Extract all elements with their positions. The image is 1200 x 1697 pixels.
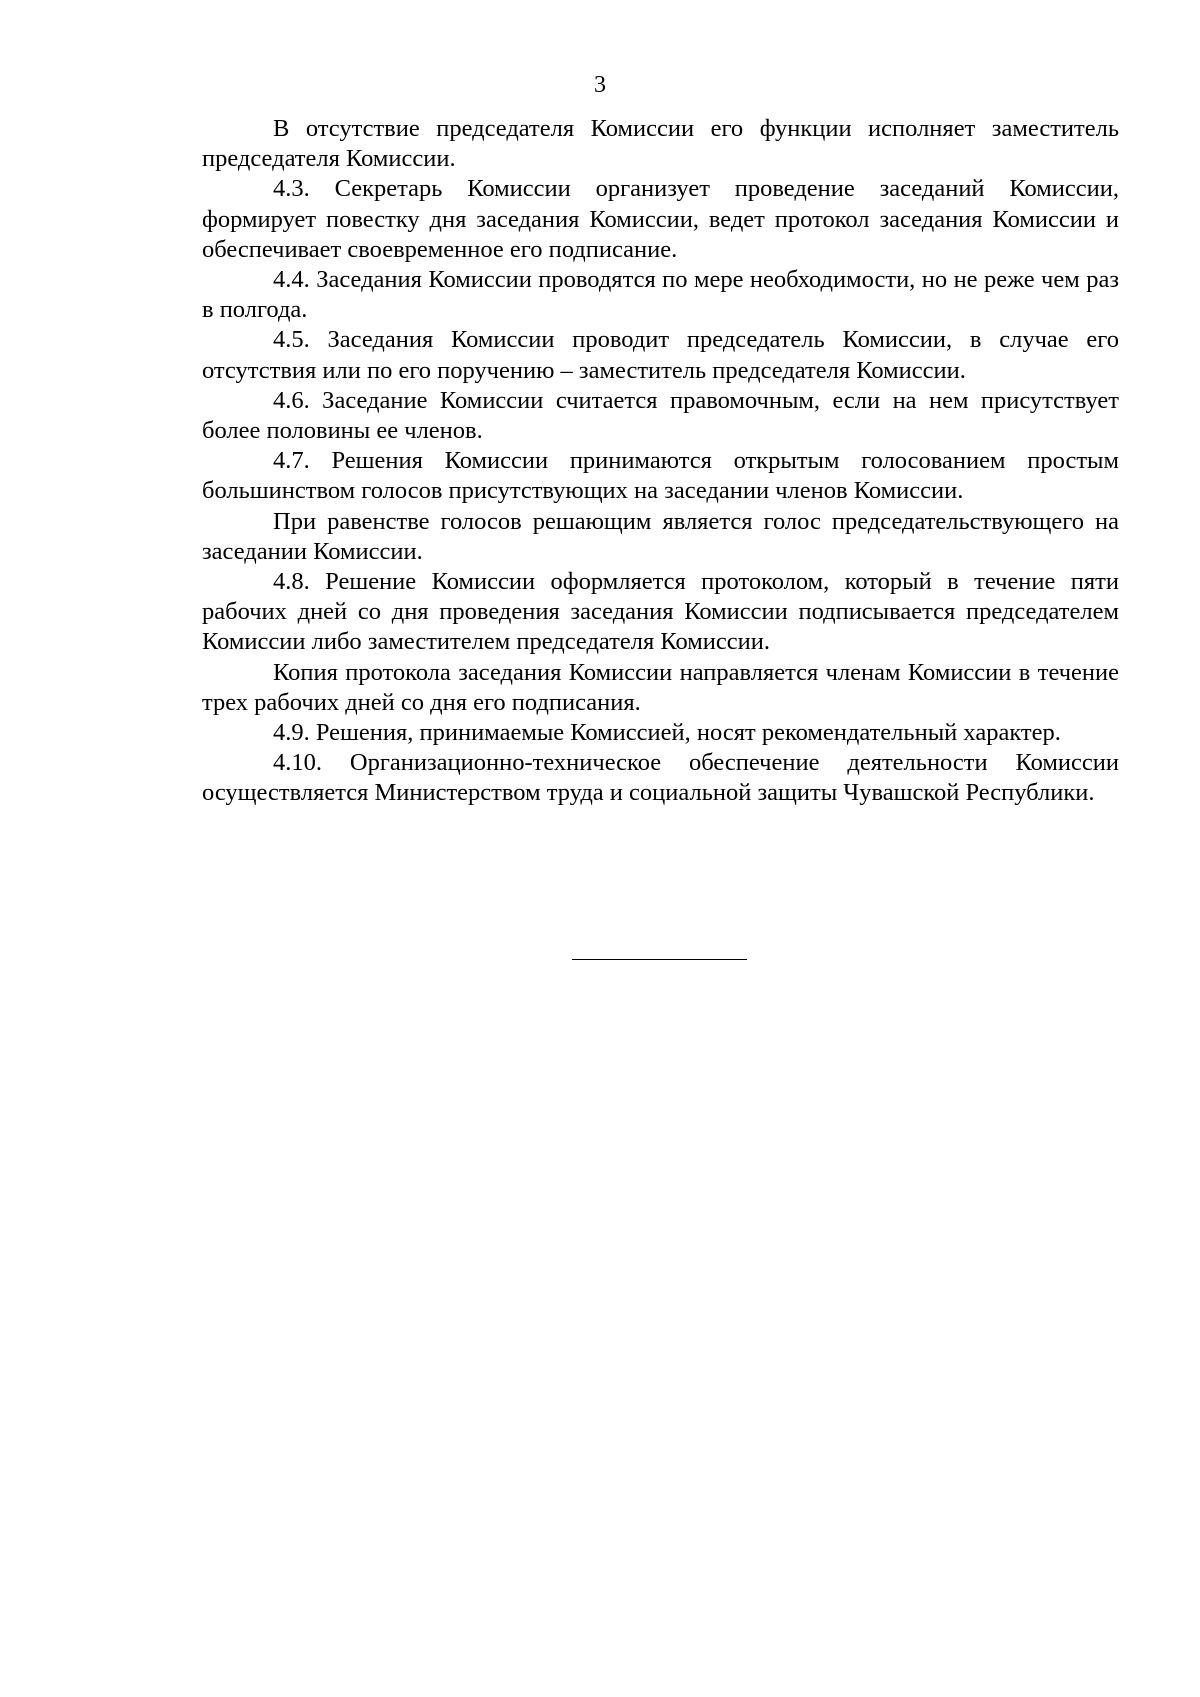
paragraph-4-6: 4.6. Заседание Комиссии считается правомочным, если на нем присутствует более половины ее членов. [202, 386, 1119, 445]
paragraph-4-7: 4.7. Решения Комиссии принимаются открытым голосованием простым большинством голосов присутствующих на заседании членов Комиссии. [202, 447, 1119, 505]
paragraph-tie-vote: При равенстве голосов решающим является голос председательствующего на заседании Комиссии. [202, 507, 1119, 565]
paragraph-protocol-copy: Копия протокола заседания Комиссии направляется членам Комиссии в течение трех рабочих дней со дня его подписания. [202, 658, 1119, 716]
document-body [202, 114, 1119, 809]
paragraph-4-9: 4.9. Решения, принимаемые Комиссией, носят рекомендательный характер. [273, 719, 1061, 747]
paragraph-4-3: 4.3. Секретарь Комиссии организует проведение заседаний Комиссии, формирует повестку дня заседания Комиссии, ведет протокол заседания Комиссии и обеспечивает своевременное его подписание. [202, 175, 1119, 263]
page-number: 3 [594, 72, 606, 98]
paragraph-4-10: 4.10. Организационно-техническое обеспечение деятельности Комиссии осуществляется Министерством труда и социальной защиты Чувашской Республики. [202, 749, 1119, 807]
paragraph-4-4: 4.4. Заседания Комиссии проводятся по мере необходимости, но не реже чем раз в полгода. [202, 266, 1119, 324]
paragraph-4-8: 4.8. Решение Комиссии оформляется протоколом, который в течение пяти рабочих дней со дня проведения заседания Комиссии подписывается председателем Комиссии либо заместителем председателя Комиссии. [202, 568, 1119, 656]
paragraph-chairman-absence: В отсутствие председателя Комиссии его функции исполняет заместитель председателя Комиссии. [202, 115, 1119, 173]
paragraph-4-5: 4.5. Заседания Комиссии проводит председатель Комиссии, в случае его отсутствия или по его поручению – заместитель председателя Комиссии. [202, 326, 1119, 384]
end-separator-line [572, 959, 747, 960]
